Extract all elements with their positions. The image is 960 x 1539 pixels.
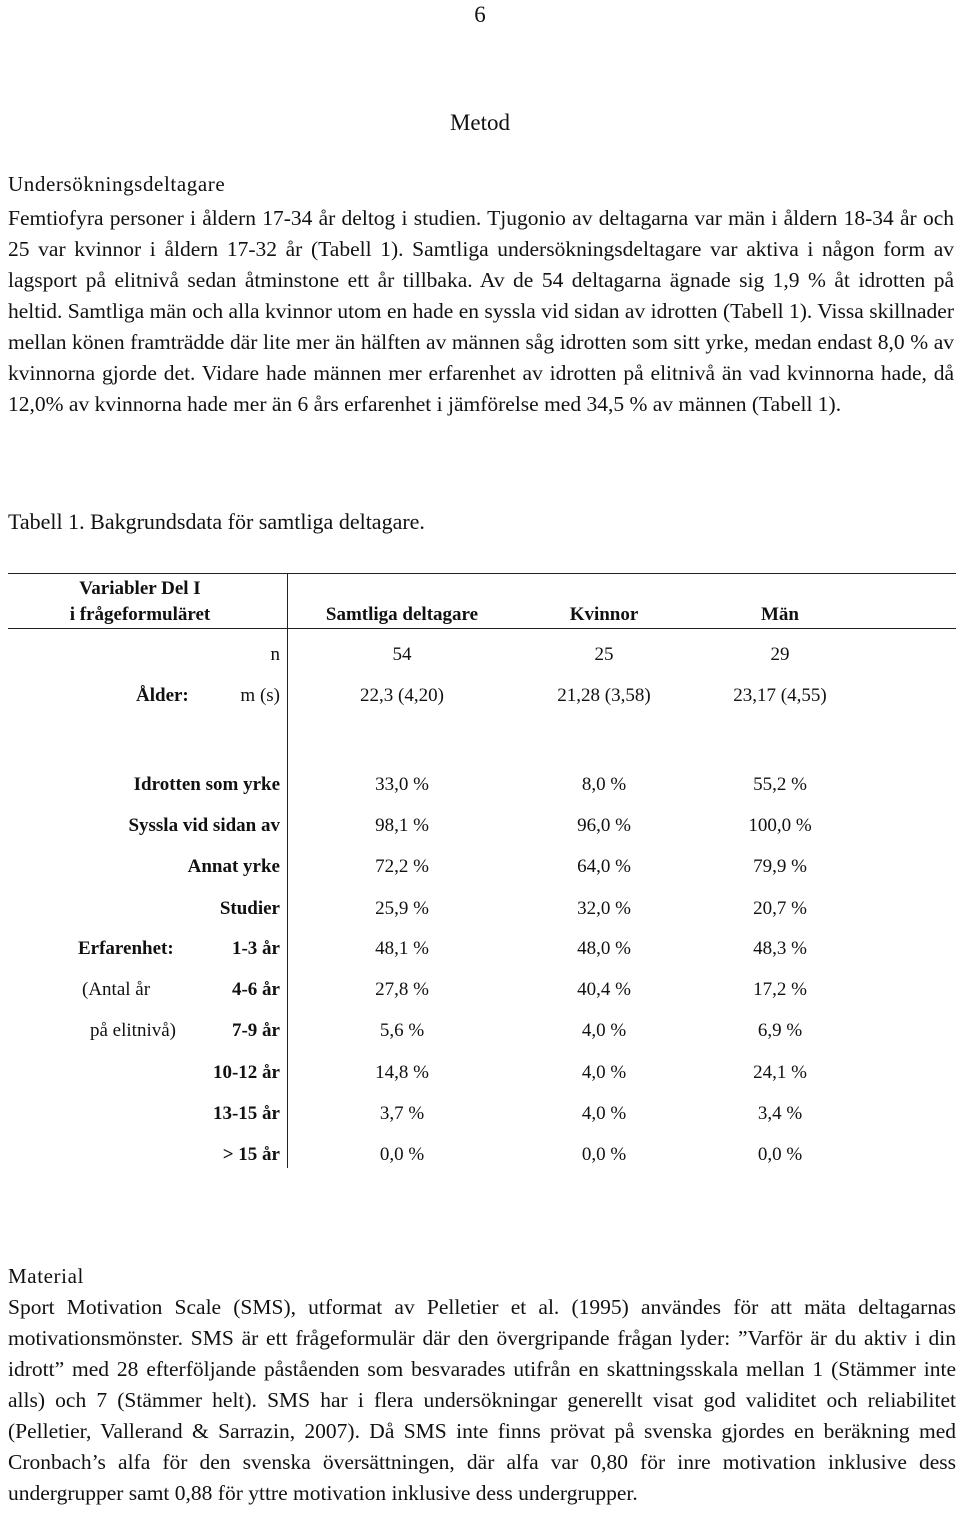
occupation-row-women: 64,0 %	[577, 856, 631, 878]
age-men: 23,17 (4,55)	[733, 685, 827, 706]
experience-row-all: 0,0 %	[379, 1144, 425, 1165]
occupation-row-label: Studier	[219, 897, 280, 919]
occupation-row-women: 96,0 %	[577, 815, 631, 837]
experience-row-men: 3,4 %	[757, 1102, 803, 1124]
age-stat-label: m (s)	[240, 685, 280, 706]
experience-row-label: 7-9 år	[231, 1020, 280, 1042]
experience-row-women: 4,0 %	[581, 1020, 627, 1042]
occupation-row-all: 72,2 %	[375, 856, 429, 878]
occupation-row-men: 79,9 %	[753, 856, 807, 878]
experience-row-women: 40,4 %	[577, 979, 631, 1001]
experience-row-all: 14,8 %	[375, 1061, 429, 1083]
participants-heading: Undersökningsdeltagare	[8, 172, 226, 196]
header-col-men: Män	[761, 604, 799, 625]
experience-row-all: 5,6 %	[379, 1020, 425, 1042]
age-group-label: Ålder:	[136, 685, 189, 706]
experience-row-men: 6,9 %	[757, 1020, 803, 1042]
header-col-all: Samtliga deltagare	[325, 604, 479, 625]
page-number: 6	[474, 2, 486, 27]
occupation-row-women: 32,0 %	[577, 897, 631, 919]
table-column-divider	[287, 574, 288, 1168]
section-title: Metod	[449, 110, 511, 135]
experience-row-label: 1-3 år	[231, 938, 280, 959]
table-caption: Tabell 1. Bakgrundsdata för samtliga deltagare.	[8, 509, 425, 534]
experience-row-men: 48,3 %	[753, 938, 807, 959]
occupation-row-label: Annat yrke	[187, 856, 280, 878]
experience-group-line2: (Antal år	[82, 979, 151, 1000]
n-label: n	[270, 644, 280, 665]
experience-row-label: > 15 år	[222, 1144, 280, 1165]
experience-row-women: 4,0 %	[581, 1061, 627, 1083]
experience-row-women: 0,0 %	[581, 1144, 627, 1165]
experience-row-all: 27,8 %	[375, 979, 429, 1001]
occupation-row-men: 20,7 %	[753, 897, 807, 919]
experience-row-men: 17,2 %	[753, 979, 807, 1001]
occupation-row-all: 25,9 %	[375, 897, 429, 919]
experience-row-label: 4-6 år	[231, 979, 280, 1001]
occupation-row-label: Idrotten som yrke	[133, 774, 280, 795]
material-heading: Material	[8, 1264, 84, 1288]
participants-paragraph: Femtiofyra personer i åldern 17-34 år deltog i studien. Tjugonio av deltagarna var män i åldern 18-34 år och 25 var kvinnor i åldern 17-32 år (Tabell 1). Samtliga undersökningsdeltagare var aktiva i någon form av lagsport på elitnivå sedan åtminstone ett år tillbaka. Av de 54 deltagarna ägnade sig 1,9 % åt idrotten på heltid. Samtliga män och alla kvinnor utom en hade en syssla vid sidan av idrotten (Tabell 1). Vissa skillnader mellan könen framträdde där lite mer än hälften av männen såg idrotten som sitt yrke, medan endast 8,0 % av kvinnorna gjorde det. Vidare hade männen mer erfarenhet av idrotten på elitnivå än vad kvinnorna hade, då 12,0% av kvinnorna hade mer än 6 års erfarenhet i jämförelse med 34,5 % av männen (Tabell 1).	[8, 206, 954, 416]
header-col-women: Kvinnor	[569, 604, 639, 625]
table-header-rule	[8, 628, 956, 629]
occupation-row-label: Syssla vid sidan av	[128, 815, 280, 837]
occupation-row-all: 33,0 %	[375, 774, 429, 795]
n-women: 25	[594, 644, 614, 665]
header-variables-line2: i frågeformuläret	[69, 604, 211, 625]
experience-row-label: 10-12 år	[212, 1061, 280, 1083]
experience-group-line3: på elitnivå)	[90, 1020, 176, 1041]
occupation-row-women: 8,0 %	[581, 774, 627, 795]
experience-row-women: 48,0 %	[577, 938, 631, 959]
n-men: 29	[770, 644, 790, 665]
experience-row-women: 4,0 %	[581, 1102, 627, 1124]
experience-row-men: 0,0 %	[757, 1144, 803, 1165]
occupation-row-men: 100,0 %	[748, 815, 812, 837]
occupation-row-men: 55,2 %	[753, 774, 807, 795]
table-top-rule	[8, 573, 956, 574]
n-all: 54	[392, 644, 412, 665]
experience-row-all: 48,1 %	[375, 938, 429, 959]
occupation-row-all: 98,1 %	[375, 815, 429, 837]
material-paragraph: Sport Motivation Scale (SMS), utformat av Pelletier et al. (1995) användes för att mäta deltagarnas motivationsmönster. SMS är ett frågeformulär där den övergripande frågan lyder: ”Varför är du aktiv i din idrott” med 28 efterföljande påståenden som besvarades utifrån en skattningsskala mellan 1 (Stämmer inte alls) och 7 (Stämmer helt). SMS har i flera undersökningar generellt visat god validitet och reliabilitet (Pelletier, Vallerand & Sarrazin, 2007). Då SMS inte finns prövat på svenska gjordes en beräkning med Cronbach’s alfa för den svenska översättningen, där alfa var 0,80 för inre motivation inklusive dess undergrupper samt 0,88 för yttre motivation inklusive dess undergrupper.	[8, 1295, 956, 1505]
experience-row-label: 13-15 år	[212, 1102, 280, 1124]
age-women: 21,28 (3,58)	[557, 685, 651, 706]
experience-row-all: 3,7 %	[379, 1102, 425, 1124]
experience-group-line1: Erfarenhet:	[78, 938, 174, 959]
header-variables-line1: Variabler Del I	[79, 578, 201, 599]
experience-row-men: 24,1 %	[753, 1061, 807, 1083]
age-all: 22,3 (4,20)	[360, 685, 444, 706]
